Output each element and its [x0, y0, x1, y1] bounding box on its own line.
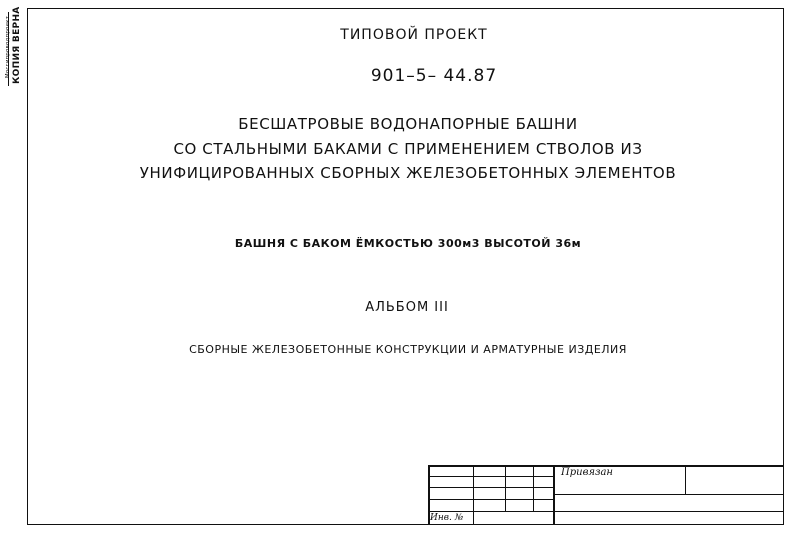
title-block-row-line [553, 494, 784, 495]
title-block-divider [473, 465, 474, 525]
title-block-divider [685, 465, 686, 494]
title-block-row-line [428, 487, 553, 488]
title-block-divider [533, 465, 534, 512]
project-type-heading: ТИПОВОЙ ПРОЕКТ [340, 27, 488, 43]
album-label: АЛЬБОМ III [365, 300, 449, 315]
title-block-divider [553, 465, 555, 525]
stamp-copy-verified-label: КОПИЯ ВЕРНА [12, 6, 22, 84]
tower-specification: БАШНЯ С БАКОМ ЁМКОСТЬЮ 300м3 ВЫСОТОЙ 36м [234, 237, 582, 250]
certification-stamp [2, 8, 24, 90]
title-block-row-line [428, 511, 784, 512]
title-block-divider [505, 465, 506, 512]
title-block-row-line [428, 476, 553, 477]
project-number: 901–5– 44.87 [370, 66, 498, 86]
title-block-row-line [428, 499, 553, 500]
title-line-1: БЕСШАТРОВЫЕ ВОДОНАПОРНЫЕ БАШНИ [238, 115, 578, 133]
album-subtitle: СБОРНЫЕ ЖЕЛЕЗОБЕТОННЫЕ КОНСТРУКЦИИ И АРМАТУРНЫЕ ИЗДЕЛИЯ [189, 343, 627, 356]
bound-label: Привязан [561, 467, 614, 478]
inventory-number-label: Инв. № [430, 513, 464, 523]
stamp-organization-label: Мосгипроводпроект [5, 15, 11, 79]
title-line-2: СО СТАЛЬНЫМИ БАКАМИ С ПРИМЕНЕНИЕМ СТВОЛОВ ИЗ [173, 140, 643, 158]
title-line-3: УНИФИЦИРОВАННЫХ СБОРНЫХ ЖЕЛЕЗОБЕТОННЫХ ЭЛЕМЕНТОВ [139, 164, 677, 182]
